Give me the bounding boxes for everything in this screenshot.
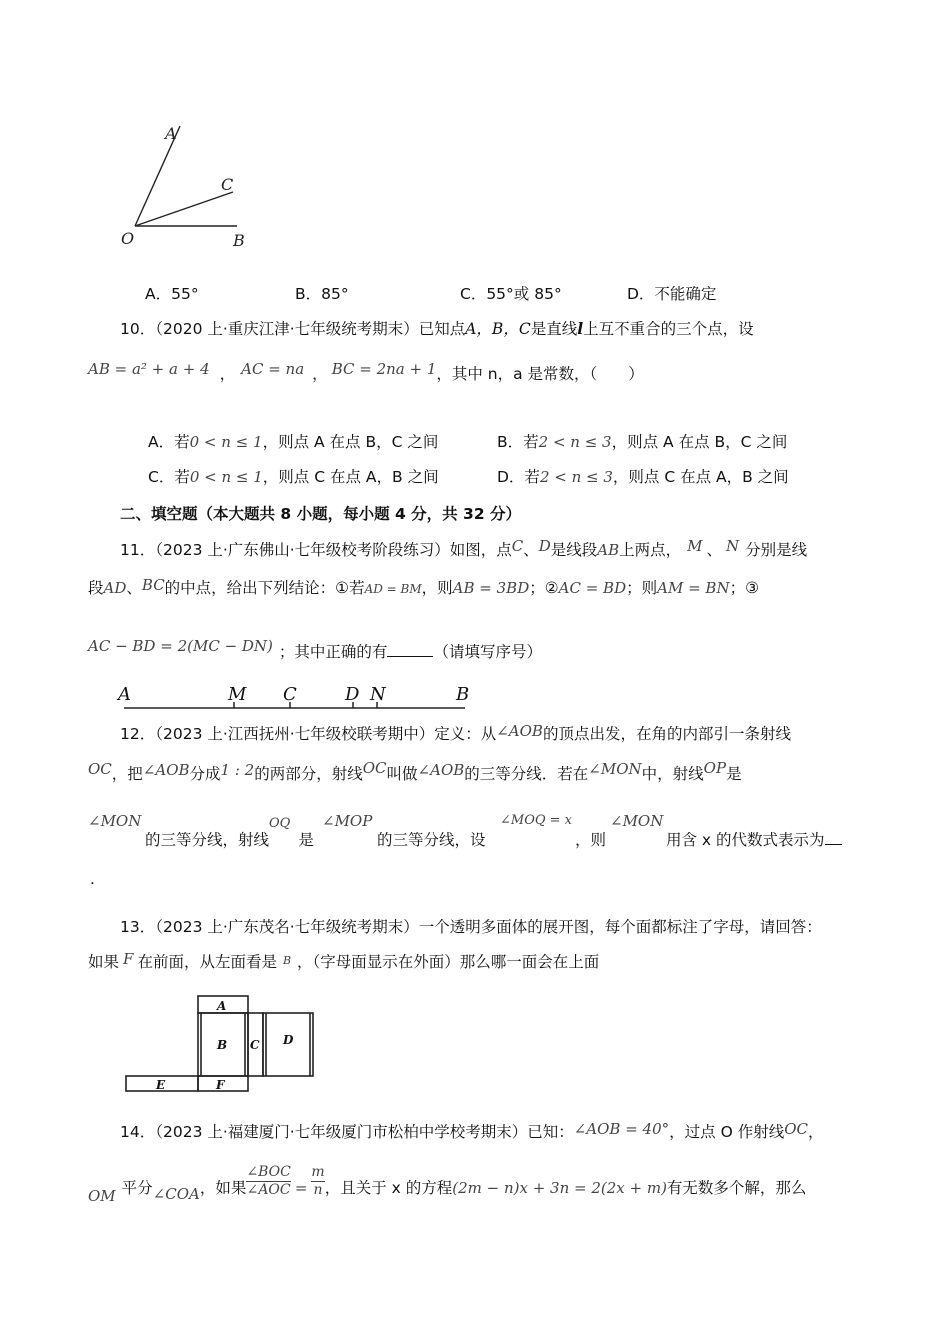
q9-option-b[interactable]: B．85° (295, 285, 349, 303)
q14-l2d: 有无数多个解，那么 (666, 1179, 807, 1197)
q12-mon-3: ∠MON (610, 812, 664, 830)
q10-opt-a-post: ，则点 A 在点 B，C 之间 (262, 433, 439, 451)
q14-l1b: ，过点 O 作射线 (669, 1123, 785, 1141)
q14-equation: (2m − n)x + 3n = 2(2x + m) (452, 1179, 667, 1197)
q12-l3e: 用含 x 的代数式表示为 (666, 831, 825, 849)
q14-mn-fraction (311, 1164, 324, 1199)
q14-frac-den: ∠AOC (246, 1182, 291, 1198)
q11-cond3: AC − BD = 2(MC − DN) (88, 637, 273, 655)
q10-stem2: 是直线 (530, 320, 578, 338)
q12-answer-blank[interactable] (825, 844, 842, 845)
face-d-label: D (283, 1033, 294, 1047)
q11-l3: ；其中正确的有 (278, 643, 388, 661)
q10-comma1: ， (219, 365, 236, 383)
q12-l2g: 是 (726, 765, 742, 783)
q11-m: M (687, 537, 703, 555)
q14-frac-num: ∠BOC (246, 1164, 291, 1180)
q11-l2f: ；③ (729, 579, 759, 597)
q13-l2a: 如果 (88, 953, 120, 971)
q12-l2f: 中，射线 (641, 765, 704, 783)
q11-l1c: 上两点， (619, 541, 682, 559)
q10-source: （2020 上·重庆江津·七年级统考期末） (155, 320, 419, 338)
seg-label-d: D (345, 684, 360, 705)
q13-source: （2023 上·广东茂名·七年级统考期末） (155, 918, 419, 936)
section-heading: 二、填空题（本大题共 8 小题，每小题 4 分，共 32 分） (120, 505, 522, 523)
q14-number: 14． (120, 1123, 156, 1141)
q11-sep3: 、 (126, 579, 142, 597)
q10-opt-c-pre: C．若 (148, 468, 190, 486)
q12-number: 12． (120, 725, 156, 743)
q10-number: 10． (120, 320, 156, 338)
label-a: A (165, 124, 177, 143)
seg-label-n: N (370, 684, 386, 705)
q12-line1 (120, 722, 791, 744)
seg-label-a: A (118, 684, 131, 705)
q13-l2c: ，（字母面显示在外面）那么哪一面会在上面 (297, 953, 600, 971)
q11-l1a: 如图，点 (449, 541, 512, 559)
q14-line2 (88, 1164, 807, 1205)
q14-l2c: ，且关于 x 的方程 (324, 1179, 453, 1197)
q14-l1c: ， (808, 1123, 824, 1141)
q14-ratio-fraction (246, 1164, 290, 1199)
q14-om: OM (88, 1187, 116, 1205)
face-b-label: B (217, 1038, 228, 1052)
q11-ab: AB (597, 541, 620, 559)
q12-aob-3: ∠AOB (417, 761, 465, 779)
q12-l1a: 定义：从 (434, 725, 497, 743)
q10-line1 (120, 317, 754, 339)
q10-stem3: 上互不重合的三个点，设 (583, 320, 754, 338)
q11-line3 (88, 637, 542, 662)
face-a-label: A (217, 999, 227, 1013)
q13-l1: 一个透明多面体的展开图，每个面都标注了字母，请回答： (418, 918, 822, 936)
label-o: O (121, 229, 135, 248)
q14-line1 (120, 1120, 824, 1142)
q12-l1b: 的顶点出发，在角的内部引一条射线 (542, 725, 791, 743)
q11-line2 (88, 576, 759, 598)
face-c-label: C (250, 1038, 260, 1052)
q12-ratio: 1 : 2 (220, 761, 255, 779)
q13-line1 (120, 915, 822, 937)
q11-c: C (511, 537, 524, 555)
q12-l3c-wrap (377, 828, 486, 850)
q9-option-c[interactable]: C．55°或 85° (460, 285, 562, 303)
q12-l3c: 的三等分线，设 (377, 831, 486, 849)
q12-l2e: 的三等分线．若在 (464, 765, 589, 783)
q12-moq: ∠MOQ = x (500, 813, 573, 828)
q12-aob-1: ∠AOB (496, 722, 543, 740)
q10-line-l: l (577, 319, 584, 338)
q10-points: A，B，C (465, 320, 531, 338)
face-f-label: F (216, 1078, 225, 1092)
q12-l2b: 分成 (189, 765, 221, 783)
q12-oc-1: OC (88, 760, 112, 778)
q11-l2d: ；② (529, 579, 559, 597)
q10-option-c[interactable] (148, 465, 439, 487)
q14-aob: ∠AOB = 40° (573, 1120, 670, 1138)
ray-oc (135, 192, 233, 226)
q13-l2b: 在前面，从左面看是 (137, 953, 277, 971)
q10-option-d[interactable] (497, 465, 789, 487)
q12-line3a (88, 812, 141, 830)
q14-oc: OC (784, 1120, 808, 1138)
label-c: C (221, 175, 234, 194)
q12-l3d-wrap (575, 828, 606, 850)
q10-opt-d-post: ，则点 C 在点 A，B 之间 (612, 468, 789, 486)
q12-l3e-wrap (666, 828, 842, 850)
q11-res2: AM = BN (657, 579, 730, 597)
q10-ac-expr: AC = na (241, 360, 305, 378)
q12-l3b: 是 (298, 831, 314, 849)
q12-mon3-wrap (610, 812, 663, 830)
q11-cond1: AD = BM (364, 582, 422, 596)
q13-b: B (282, 954, 292, 967)
q12-source: （2023 上·江西抚州·七年级校联考期中） (155, 725, 435, 743)
q10-option-a[interactable] (148, 430, 438, 452)
q10-opt-a-pre: A．若 (148, 433, 190, 451)
q11-answer-blank[interactable] (387, 656, 433, 657)
q12-oq: OQ (269, 816, 291, 831)
q11-line1 (120, 538, 807, 560)
label-b: B (233, 231, 245, 250)
q13-number: 13． (120, 918, 156, 936)
q11-sep1: 、 (523, 541, 539, 559)
q10-opt-c-cond: 0 < n ≤ 1 (189, 468, 263, 486)
q14-source: （2023 上·福建厦门·七年级厦门市松柏中学校考期末） (155, 1123, 528, 1141)
q14-coa: ∠COA (152, 1185, 200, 1203)
q11-l2a: 段 (88, 579, 104, 597)
q10-opt-b-pre: B．若 (497, 433, 539, 451)
q9-option-d[interactable]: D．不能确定 (627, 285, 717, 303)
q14-l2b: ，如果 (199, 1179, 247, 1197)
q11-l2b: 的中点，给出下列结论：①若 (164, 579, 365, 597)
q12-moq-wrap (500, 810, 572, 828)
q12-mop-wrap (322, 812, 372, 830)
q11-ad: AD (103, 579, 127, 597)
q10-tail: ，其中 n，a 是常数，（ ） (436, 365, 644, 383)
q13-line2 (88, 950, 599, 972)
q12-mon-1: ∠MON (588, 760, 642, 778)
q11-n: N (726, 537, 740, 555)
q10-bc-expr: BC = 2na + 1 (331, 360, 437, 378)
q12-line3 (145, 816, 314, 850)
q14-l2a: 平分 (121, 1179, 153, 1197)
q11-l3b: （请填写序号） (433, 643, 542, 661)
q14-eq: = (294, 1179, 308, 1197)
q10-opt-d-cond: 2 < n ≤ 3 (539, 468, 613, 486)
q12-mop: ∠MOP (322, 812, 373, 830)
q10-stem: 已知点 (418, 320, 466, 338)
seg-label-b: B (456, 684, 470, 705)
seg-label-c: C (283, 684, 297, 705)
q12-op: OP (703, 759, 727, 777)
q11-l1d: 分别是线 (745, 541, 808, 559)
q14-mn-den: n (313, 1182, 323, 1198)
q10-line2 (88, 362, 644, 384)
q10-comma2: ， (312, 365, 328, 383)
q11-bc: BC (141, 576, 165, 594)
segment-figure (110, 680, 480, 714)
q12-line2 (88, 759, 742, 784)
q14-l1a: 已知： (527, 1123, 574, 1141)
q10-opt-a-cond: 0 < n ≤ 1 (189, 433, 263, 451)
angle-figure (115, 120, 265, 250)
q12-l3d: ，则 (575, 831, 607, 849)
q12-l2d: 叫做 (386, 765, 418, 783)
q11-sep2: 、 (706, 541, 723, 559)
seg-label-m: M (228, 684, 247, 705)
q12-aob-2: ∠AOB (142, 761, 190, 779)
q13-f: F (123, 950, 134, 968)
cube-net-figure (122, 994, 322, 1094)
q10-opt-c-post: ，则点 C 在点 A，B 之间 (262, 468, 439, 486)
q12-mon-2: ∠MON (88, 812, 142, 830)
q10-option-b[interactable] (497, 430, 787, 452)
q10-opt-b-post: ，则点 A 在点 B，C 之间 (611, 433, 788, 451)
q11-res1: AB = 3BD (452, 579, 530, 597)
q11-cond2: AC = BD (558, 579, 627, 597)
q11-l2c: ，则 (421, 579, 453, 597)
q11-source: （2023 上·广东佛山·七年级校考阶段练习） (155, 541, 450, 559)
q9-option-a[interactable]: A．55° (145, 285, 199, 303)
q12-dot: . (90, 870, 95, 888)
q14-mn-num: m (311, 1164, 325, 1180)
face-e-label: E (156, 1078, 166, 1092)
q10-opt-b-cond: 2 < n ≤ 3 (538, 433, 612, 451)
q11-l2e: ；则 (626, 579, 658, 597)
q12-l2c: 的两部分，射线 (254, 765, 363, 783)
q12-l3a: 的三等分线，射线 (145, 831, 270, 849)
q12-l2a: ，把 (111, 765, 143, 783)
q11-number: 11． (120, 541, 156, 559)
q12-oc-2: OC (362, 759, 387, 777)
q10-ab-expr: AB = a² + a + 4 (88, 360, 210, 378)
q11-l1b: 是线段 (550, 541, 598, 559)
q11-d: D (538, 537, 551, 555)
q10-opt-d-pre: D．若 (497, 468, 540, 486)
